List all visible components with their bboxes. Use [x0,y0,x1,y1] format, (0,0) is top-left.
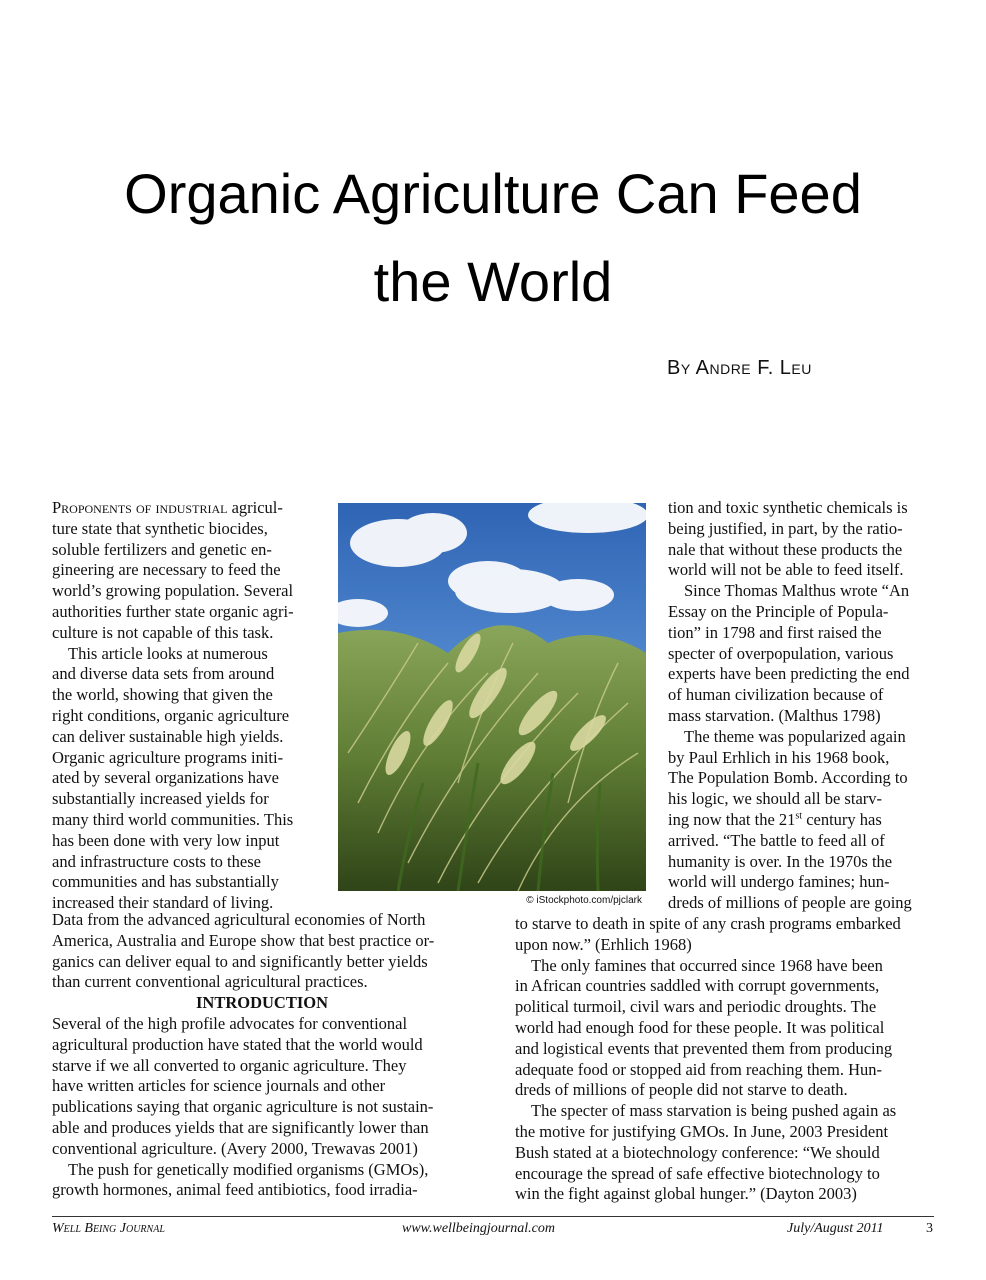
paragraph-this-article [52,644,322,914]
paragraph-push [52,1160,472,1202]
text-line: experts have been predicting the end [668,664,910,684]
text-line: Several of the high profile advocates for conventional [52,1013,408,1033]
text-line: growth hormones, animal feed antibiotics, food irradia- [52,1180,418,1200]
text-line: his logic, we should all be starv- [668,789,883,809]
footer-journal: Well Being Journal [52,1221,165,1236]
text-line: world will undergo famines; hun- [668,872,890,892]
grain-field [338,625,646,891]
text-line-21st [668,810,882,829]
text-line: by Paul Erhlich in his 1968 book, [668,747,890,767]
text-line: world’s growing population. Several [52,581,294,601]
text-line: specter of overpopulation, various [668,643,894,663]
text-line: The only famines that occurred since 1968 have been [531,955,883,975]
text-line: The specter of mass starvation is being pushed again as [531,1101,897,1121]
text-line: starve if we all converted to organic agriculture. They [52,1055,407,1075]
byline: By Andre F. Leu [667,357,812,379]
left-column-top [52,498,322,914]
text-line: of human civilization because of [668,685,884,705]
text-line: to starve to death in spite of any crash programs embarked [515,914,901,933]
title-line-1: Organic Agriculture Can Feed [124,162,862,225]
text-line: agricultural production have stated that the world would [52,1034,423,1054]
text-line: arrived. “The battle to feed all of [668,830,885,850]
paragraph-lead [52,498,322,644]
text-line: right conditions, organic agriculture [52,705,290,725]
text-line: Data from the advanced agricultural economies of North [52,910,426,929]
text-line: The theme was popularized again [684,726,906,746]
paragraph-famines [515,956,937,1102]
text-line: than current conventional agricultural practices. [52,972,368,992]
article-title [60,150,926,326]
text-line: can deliver sustainable high yields. [52,726,284,746]
text-line: This article looks at numerous [68,643,268,663]
page-number: 3 [926,1221,933,1236]
text-line: able and produces yields that are significantly lower than [52,1117,429,1137]
wheat-field-photo [338,503,646,891]
text-line: being justified, in part, by the ratio- [668,518,903,538]
text-line: mass starvation. (Malthus 1798) [668,705,881,725]
paragraph-data [52,910,472,993]
footer-url[interactable]: www.wellbeingjournal.com [402,1221,555,1236]
text-line: publications saying that organic agriculture is not sustain- [52,1097,434,1117]
text-fragment: ing now that the 21 [668,809,796,829]
text-line: culture is not capable of this task. [52,622,274,642]
text-line: encourage the spread of safe effective biotechnology to [515,1163,880,1183]
text-line: and diverse data sets from around [52,664,275,684]
text-line: tion” in 1798 and first raised the [668,622,882,642]
lead-smallcaps: Proponents of industrial [52,498,228,517]
text-line: and logistical events that prevented them from producing [515,1038,893,1058]
text-line: agricul- [231,498,283,517]
left-column-bottom [52,910,472,1201]
text-line: The Population Bomb. According to [668,768,908,788]
text-line: ated by several organizations have [52,768,279,788]
text-line: nale that without these products the [668,539,903,559]
right-column-top [668,498,938,914]
text-line: conventional agriculture. (Avery 2000, Trewavas 2001) [52,1138,418,1158]
paragraph-erhlich-end [515,914,937,956]
text-line: gineering are necessary to feed the [52,560,281,580]
photo-credit: © iStockphoto.com/pjclark [526,895,642,906]
paragraph-erhlich [668,727,938,914]
text-line: soluble fertilizers and genetic en- [52,539,272,559]
text-line: adequate food or stopped aid from reaching them. Hun- [515,1059,883,1079]
text-line: communities and has substantially [52,872,279,892]
text-line: authorities further state organic agri- [52,601,294,621]
title-line-2: the World [373,250,613,313]
text-line: has been done with very low input [52,830,280,850]
text-line: The push for genetically modified organisms (GMOs), [68,1159,429,1179]
text-line: have written articles for science journals and other [52,1076,386,1096]
text-line: America, Australia and Europe show that best practice or- [52,930,435,950]
text-line: Essay on the Principle of Popula- [668,601,889,621]
text-line: the motive for justifying GMOs. In June, 2003 President [515,1121,889,1141]
text-line: Organic agriculture programs initi- [52,747,284,767]
text-line: Since Thomas Malthus wrote “An [684,581,910,601]
paragraph-continuation [668,498,938,581]
text-line: ganics can deliver equal to and significantly better yields [52,951,428,971]
footer-rule [52,1216,934,1217]
text-line: win the fight against global hunger.” (Dayton 2003) [515,1184,857,1204]
section-heading: INTRODUCTION [195,993,329,1013]
right-column-bottom [515,914,937,1205]
paragraph-specter [515,1101,937,1205]
text-line: Bush stated at a biotechnology conference: “We should [515,1142,880,1162]
text-line: and infrastructure costs to these [52,851,261,871]
text-line: ture state that synthetic biocides, [52,518,268,538]
text-line: in African countries saddled with corrupt governments, [515,976,880,996]
text-line: political turmoil, civil wars and periodic droughts. The [515,997,877,1017]
paragraph-malthus [668,581,938,727]
text-line: world had enough food for these people. It was political [515,1017,885,1037]
text-line: upon now.” (Erhlich 1968) [515,934,692,954]
text-line: increased their standard of living. [52,893,274,913]
footer-issue: July/August 2011 [787,1221,884,1236]
text-line: humanity is over. In the 1970s the [668,851,893,871]
text-line: world will not be able to feed itself. [668,560,904,580]
text-line: many third world communities. This [52,809,294,829]
text-line: dreds of millions of people are going [668,893,912,913]
text-line: substantially increased yields for [52,789,269,809]
text-line: the world, showing that given the [52,685,273,705]
text-line: dreds of millions of people did not starve to death. [515,1080,848,1100]
text-fragment: century has [802,809,882,829]
text-line: tion and toxic synthetic chemicals is [668,498,908,517]
paragraph-introduction [52,1014,472,1160]
superscript: st [795,810,803,822]
